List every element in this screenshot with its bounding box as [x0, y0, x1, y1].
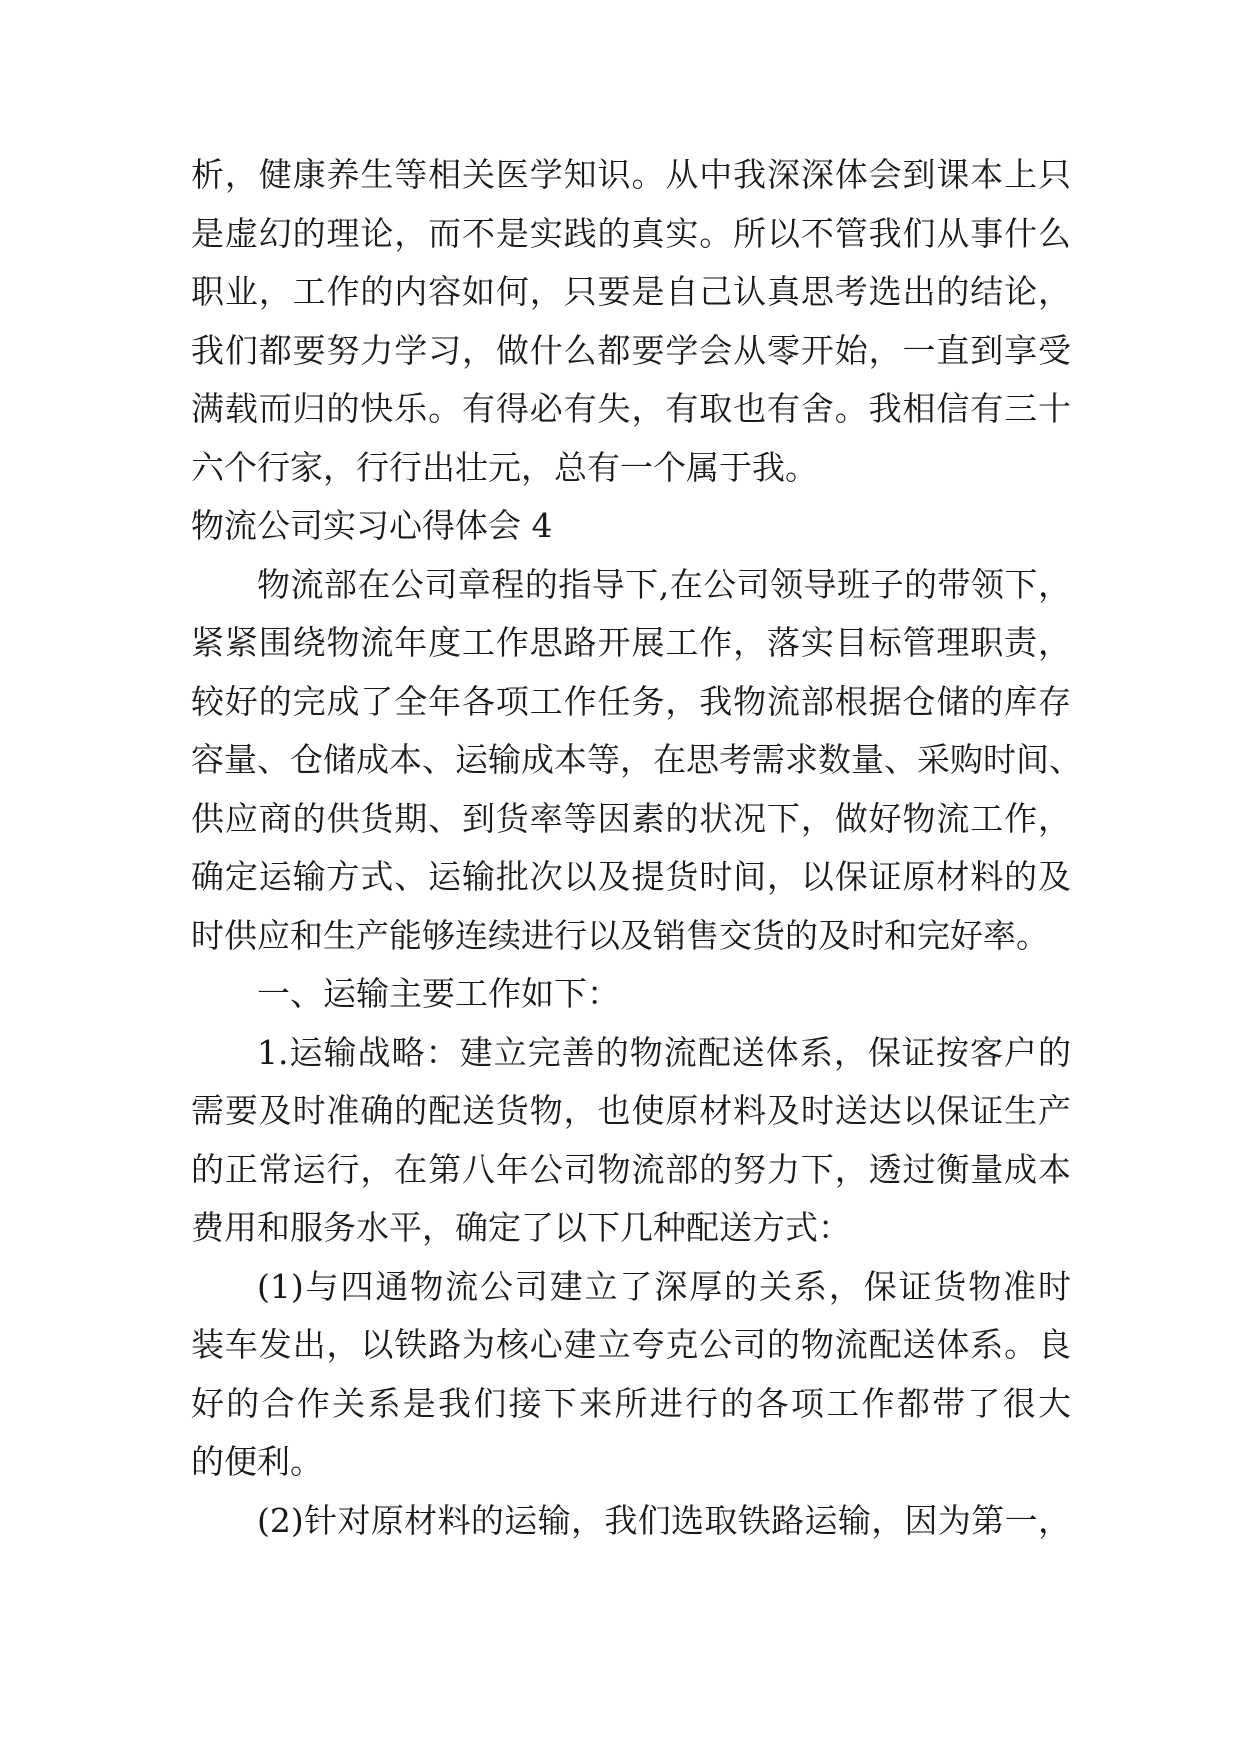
text-line: 满载而归的快乐。有得必有失，有取也有舍。我相信有三十 [191, 389, 1071, 428]
text-line: 的便利。 [191, 1442, 323, 1481]
text-line: (1)与四通物流公司建立了深厚的关系，保证货物准时 [257, 1266, 1071, 1306]
text-line: 的正常运行，在第八年公司物流部的努力下，透过衡量成本 [191, 1149, 1071, 1189]
text-line: 确定运输方式、运输批次以及提货时间，以保证原材料的及 [191, 857, 1071, 896]
text-line: 供应商的供货期、到货率等因素的状况下，做好物流工作， [191, 798, 1071, 838]
text-line: 职业，工作的内容如何，只要是自己认真思考选出的结论， [191, 272, 1071, 311]
text-line: 好的合作关系是我们接下来所进行的各项工作都带了很大 [191, 1383, 1071, 1423]
text-line: (2)针对原材料的运输，我们选取铁路运输，因为第一， [257, 1500, 1071, 1540]
text-line: 析，健康养生等相关医学知识。从中我深深体会到课本上只 [191, 155, 1071, 194]
text-line: 装车发出，以铁路为核心建立夸克公司的物流配送体系。良 [191, 1325, 1071, 1364]
text-line: 时供应和生产能够连续进行以及销售交货的及时和完好率。 [191, 915, 1049, 955]
text-line: 紧紧围绕物流年度工作思路开展工作，落实目标管理职责， [191, 623, 1071, 662]
section-heading: 物流公司实习心得体会 4 [191, 506, 553, 545]
document-body [191, 146, 1082, 1550]
text-line: 容量、仓储成本、运输成本等，在思考需求数量、采购时间、 [191, 740, 1082, 779]
text-line: 费用和服务水平，确定了以下几种配送方式： [191, 1208, 851, 1247]
text-line: 1.运输战略：建立完善的物流配送体系，保证按客户的 [257, 1032, 1071, 1072]
text-line: 需要及时准确的配送货物，也使原材料及时送达以保证生产 [191, 1091, 1071, 1130]
subheading-line: 一、运输主要工作如下： [257, 974, 620, 1013]
text-line: 我们都要努力学习，做什么都要学会从零开始，一直到享受 [191, 330, 1071, 370]
text-line: 物流部在公司章程的指导下,在公司领导班子的带领下， [257, 564, 1071, 604]
text-line: 六个行家，行行出壮元，总有一个属于我。 [191, 447, 818, 487]
text-line: 较好的完成了全年各项工作任务，我物流部根据仓储的库存 [191, 681, 1071, 721]
text-line: 是虚幻的理论，而不是实践的真实。所以不管我们从事什么 [191, 213, 1071, 253]
